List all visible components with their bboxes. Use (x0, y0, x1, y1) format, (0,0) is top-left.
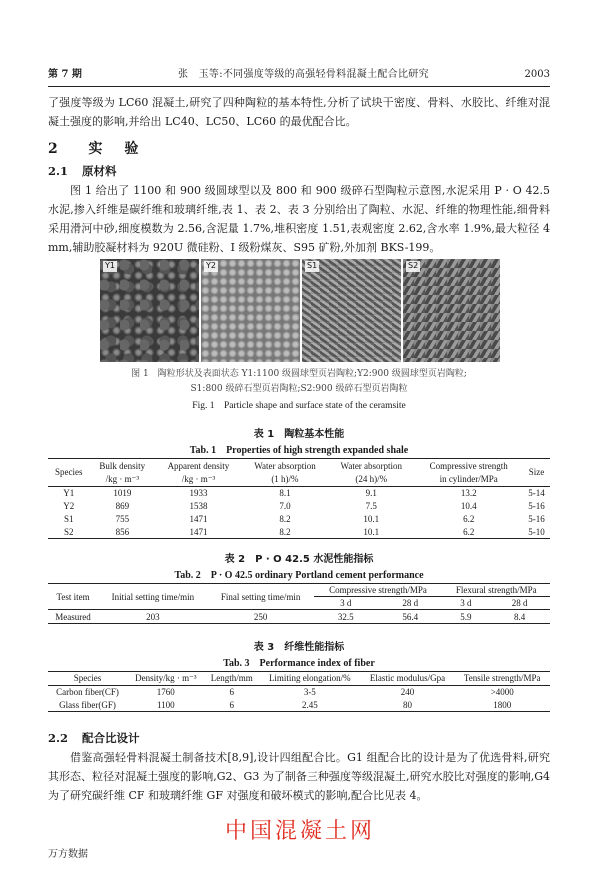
table-header-cell: Compressive strength/MPa (314, 584, 443, 597)
table-cell: 203 (98, 610, 208, 624)
table-cell: Measured (48, 610, 98, 624)
table-cell: 13.2 (460, 488, 477, 499)
table-header-cell: Test item (48, 584, 98, 610)
table-cell: 856 (90, 526, 156, 539)
section-heading (48, 140, 142, 159)
table-header-cell: 28 d (378, 597, 442, 610)
table-cell: 6 (229, 687, 235, 698)
table-header-cell: Bulk density /kg · m⁻³ (90, 459, 156, 487)
table-cell: 1019 (113, 488, 132, 499)
figure-caption-cn-line2: S1:800 级碎石型页岩陶粒;S2:900 级碎石型页岩陶粒 (190, 384, 408, 394)
subsection-heading-2-1 (48, 164, 117, 180)
table2 (48, 583, 550, 624)
subsection-title: 原材料 (82, 164, 117, 178)
table-cell: 6 (205, 699, 259, 712)
table-header-cell: 28 d (489, 597, 550, 610)
figure-caption-cn-line1: 图 1 陶粒形状及表面状态 Y1:1100 级圆球型页岩陶粒;Y2:900 级圆球型页岩陶粒; (131, 369, 467, 379)
table1-title-cn: 表 1 陶粒基本性能 (253, 429, 345, 440)
subsection-number: 2.2 (48, 731, 69, 745)
table-cell: 32.5 (314, 610, 378, 624)
table2-title-en: Tab. 2 P · O 42.5 ordinary Portland cement performance (174, 570, 424, 581)
table-cell: 8.2 (242, 526, 328, 539)
header-rule (48, 86, 550, 87)
table-cell: 56.4 (378, 610, 442, 624)
subsection-heading-2-2 (48, 731, 140, 747)
photo-s1 (302, 259, 401, 362)
table-cell: 1933 (189, 488, 208, 499)
table-cell: 5.9 (443, 610, 490, 624)
table-header-cell: Water absorption (24 h)/% (328, 459, 414, 487)
table-cell: 6.2 (463, 513, 475, 524)
table-row (48, 699, 550, 712)
table-cell: 250 (208, 610, 314, 624)
table-cell: Y1 (63, 488, 75, 499)
table2-title-cn: 表 2 P · O 42.5 水泥性能指标 (224, 554, 374, 565)
table3 (48, 671, 550, 712)
section-number: 2 (48, 141, 62, 157)
table3-title-en: Tab. 3 Performance index of fiber (223, 658, 375, 669)
table-cell: 5-16 (528, 500, 545, 511)
site-watermark: 中国混凝土网 (224, 819, 375, 844)
table-cell: 80 (361, 699, 455, 712)
table-cell: 3-5 (303, 687, 316, 698)
table-cell: 9.1 (365, 488, 377, 499)
table-cell: 5-14 (528, 488, 545, 499)
table-header-cell: Species (48, 672, 127, 686)
table-cell: 8.4 (489, 610, 550, 624)
table-header-cell: Flexural strength/MPa (443, 584, 550, 597)
table-cell: Y2 (63, 500, 75, 511)
photo-label: Y2 (206, 261, 216, 270)
table-header-cell: Length/mm (205, 672, 259, 686)
table-cell: 6.2 (414, 526, 522, 539)
table-cell: 10.1 (363, 513, 380, 524)
table-header-cell: Species (48, 459, 90, 487)
table-cell: 10.4 (460, 500, 477, 511)
table-cell: 1800 (454, 699, 550, 712)
table-header-cell: Tensile strength/MPa (454, 672, 550, 686)
table-cell: 1760 (156, 687, 175, 698)
table-header-cell: Size (523, 459, 550, 487)
table-cell: >4000 (490, 687, 514, 698)
footer-source: 万方数据 (48, 849, 88, 860)
table3-title-cn: 表 3 纤维性能指标 (253, 642, 345, 653)
running-header (48, 68, 550, 84)
table-cell: 240 (400, 687, 415, 698)
photo-y1 (100, 259, 199, 362)
photo-label: S2 (408, 261, 419, 270)
photo-label: Y1 (105, 261, 115, 270)
table-header-cell: Elastic modulus/Gpa (361, 672, 455, 686)
table-cell: 1471 (155, 526, 242, 539)
table-cell: Carbon fiber(CF) (56, 687, 119, 698)
table-cell: 1100 (127, 699, 205, 712)
photo-y2 (201, 259, 300, 362)
table-cell: S2 (48, 526, 90, 539)
table-cell: 8.1 (279, 488, 291, 499)
table-cell: 1538 (189, 500, 208, 511)
table-cell: 10.1 (328, 526, 414, 539)
table-row (48, 610, 550, 624)
materials-paragraph: 图 1 给出了 1100 和 900 级圆球型以及 800 和 900 级碎石型陶粒示意图,水泥采用 P · O 42.5 水泥,掺入纤维是碳纤维和玻璃纤维,表 1、表 2、表 3 分别给出了陶粒、水泥、纤维的物理性能,细骨料采用滑河中砂,细度模数为 2.56,含泥量 1.7%,堆积密度 1.51,表观密度 2.62,含水率 1.9%,最大粒径 4 mm,辅助胶凝材料为 920U 微硅粉、I 级粉煤灰、S95 矿粉,外加剂 BKS-199。 (48, 184, 550, 254)
figure-1-photos (100, 259, 500, 362)
table-header-cell: Final setting time/min (208, 584, 314, 610)
table-cell: 7.5 (365, 500, 377, 511)
table-header-cell: Compressive strength in cylinder/MPa (414, 459, 522, 487)
subsection-number: 2.1 (48, 164, 69, 178)
table-cell: 8.2 (279, 513, 291, 524)
table-cell: 5-10 (523, 526, 550, 539)
table-header-cell: Apparent density /kg · m⁻³ (155, 459, 242, 487)
photo-label: S1 (307, 261, 318, 270)
table-cell: Glass fiber(GF) (48, 699, 127, 712)
table-cell: 1471 (189, 513, 208, 524)
table-header-cell: Limiting elongation/% (259, 672, 361, 686)
table-row (48, 686, 550, 699)
table1-title-en: Tab. 1 Properties of high strength expanded shale (189, 445, 409, 456)
running-title: 张 玉等:不同强度等级的高强轻骨料混凝土配合比研究 (178, 69, 429, 80)
table-cell: 7.0 (279, 500, 291, 511)
table-cell: 5-16 (528, 513, 545, 524)
table-header-cell: 3 d (314, 597, 378, 610)
mix-design-paragraph: 借鉴高强轻骨料混凝土制备技术[8,9],设计四组配合比。G1 组配合比的设计是为了优选骨料,研究其形态、粒径对混凝土强度的影响,G2、G3 为了制备三种强度等级混凝土,研究水胶比对强度的影响,G4 为了研究碳纤维 CF 和玻璃纤维 GF 对强度和破坏模式的影响,配合比见表 4。 (48, 751, 550, 802)
table-row (48, 500, 550, 513)
section-title: 实 验 (88, 141, 143, 157)
table-header-cell: Density/kg · m⁻³ (127, 672, 205, 686)
page-number: 2003 (524, 69, 550, 80)
intro-paragraph: 了强度等级为 LC60 混凝土,研究了四种陶粒的基本特性,分析了试块干密度、骨料、水胶比、纤维对混凝土强度的影响,并给出 LC40、LC50、LC60 的最优配合比。 (48, 96, 550, 128)
table-cell: S1 (64, 513, 74, 524)
photo-s2 (403, 259, 500, 362)
table1 (48, 458, 550, 539)
table-cell: 869 (115, 500, 130, 511)
table-cell: 2.45 (259, 699, 361, 712)
table-header-cell: 3 d (443, 597, 490, 610)
subsection-title: 配合比设计 (82, 731, 140, 745)
table-row (48, 526, 550, 539)
table-header-cell: Water absorption (1 h)/% (242, 459, 328, 487)
issue-number: 第 7 期 (48, 69, 82, 80)
table-cell: 755 (115, 513, 130, 524)
table-row (48, 513, 550, 526)
table-row (48, 487, 550, 500)
table-header-cell: Initial setting time/min (98, 584, 208, 610)
figure-caption-en: Fig. 1 Particle shape and surface state of the ceramsite (192, 401, 406, 411)
